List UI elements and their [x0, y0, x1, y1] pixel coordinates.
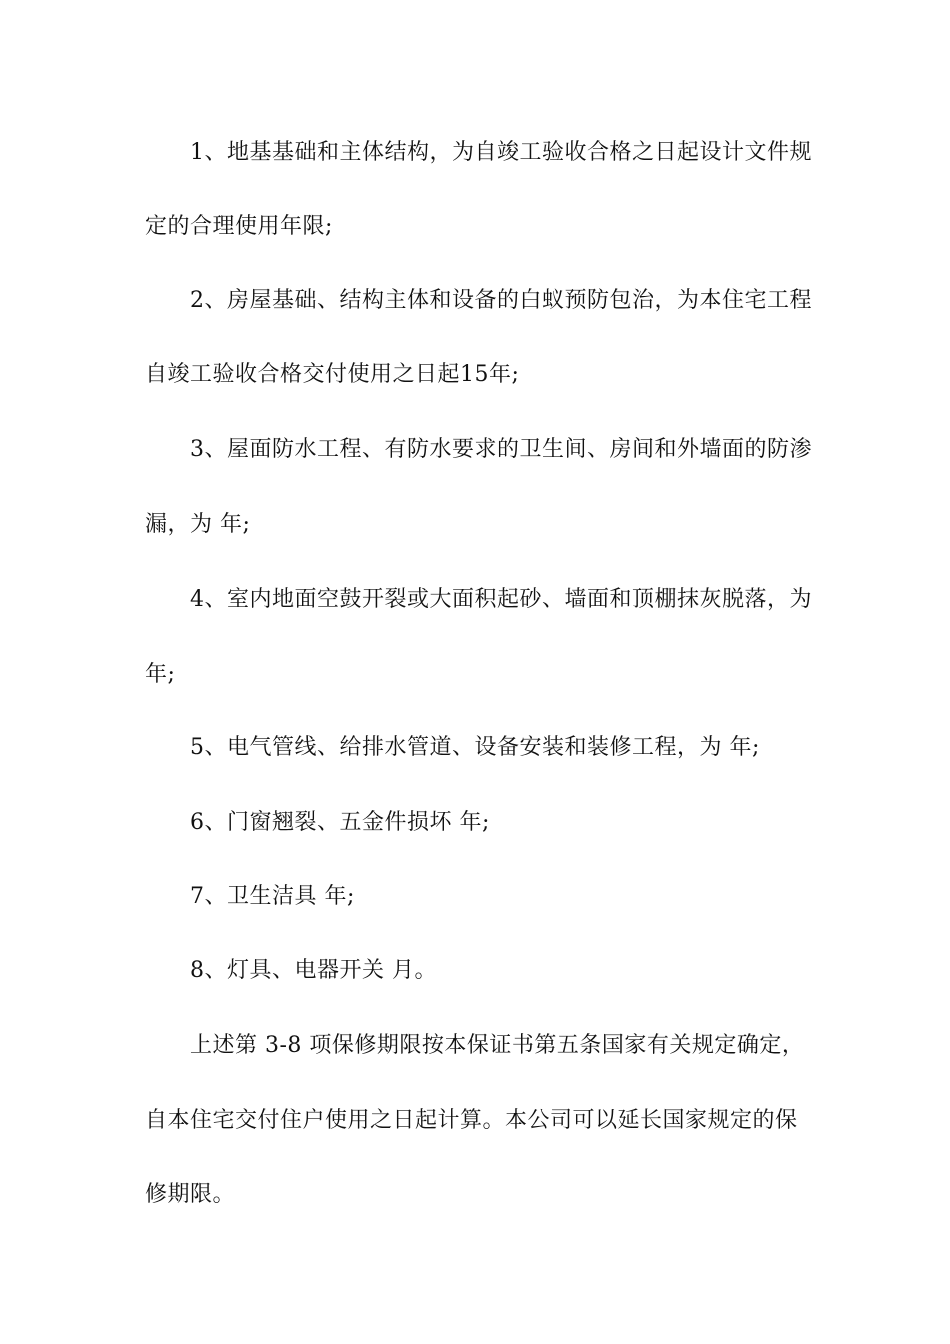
item-3-line-2: 漏，为 年;	[145, 512, 251, 537]
item-4-line-2: 年;	[145, 662, 176, 687]
item-6-line: 6、门窗翘裂、五金件损坏 年;	[190, 810, 490, 835]
item-8-line: 8、灯具、电器开关 月。	[190, 958, 437, 983]
item-2-line-2: 自竣工验收合格交付使用之日起15年;	[145, 362, 520, 387]
item-7-line: 7、卫生洁具 年;	[190, 884, 355, 909]
item-5-line: 5、电气管线、给排水管道、设备安装和装修工程，为 年;	[190, 735, 760, 760]
item-3-line-1: 3、屋面防水工程、有防水要求的卫生间、房间和外墙面的防渗	[190, 437, 812, 462]
note-line-2: 自本住宅交付住户使用之日起计算。本公司可以延长国家规定的保	[145, 1108, 798, 1133]
item-1-line-2: 定的合理使用年限;	[145, 214, 333, 239]
item-1-line-1: 1、地基基础和主体结构，为自竣工验收合格之日起设计文件规	[190, 140, 812, 165]
note-line-3: 修期限。	[145, 1182, 236, 1207]
item-4-line-1: 4、室内地面空鼓开裂或大面积起砂、墙面和顶棚抹灰脱落，为	[190, 587, 812, 612]
note-line-1: 上述第 3-8 项保修期限按本保证书第五条国家有关规定确定，	[190, 1033, 805, 1058]
item-2-line-1: 2、房屋基础、结构主体和设备的白蚁预防包治，为本住宅工程	[190, 288, 812, 313]
